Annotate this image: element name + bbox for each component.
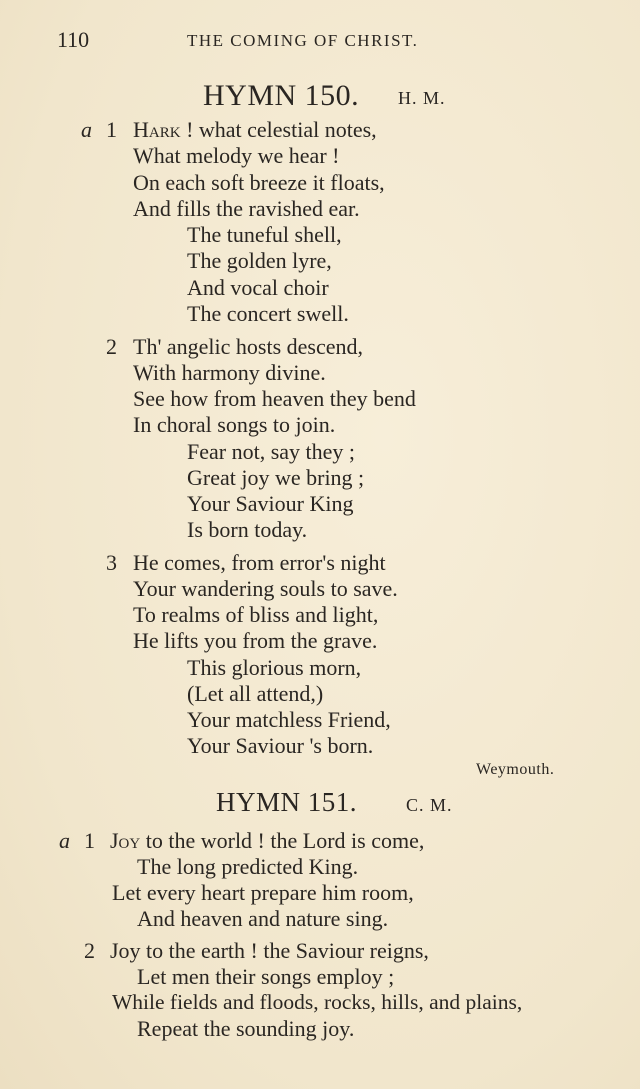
hymn-150-verse-1-line-3: On each soft breeze it floats,: [133, 170, 385, 195]
hymn-150-verse-1-line-5: The tuneful shell,: [187, 222, 342, 247]
hymn-151-verse-1-line-2: The long predicted King.: [137, 854, 359, 879]
hymn-151-title: HYMN 151.: [216, 787, 358, 817]
hymn-150-verse-3-line-8: Your Saviour 's born.: [187, 733, 374, 758]
hymn-150-verse-1-line-6: The golden lyre,: [187, 248, 332, 273]
hymn-151-verse-1-line-1: [110, 828, 424, 854]
hymn-150-verse-2-line-4: In choral songs to join.: [133, 412, 336, 437]
hymn-150-verse-1-line-4: And fills the ravished ear.: [133, 196, 360, 221]
hymn-150-verse-1-line-8: The concert swell.: [187, 301, 349, 326]
first-word-caps: Joy: [110, 828, 141, 853]
hymn-151-verse-2-line-1: Joy to the earth ! the Saviour reigns,: [110, 938, 429, 963]
hymn-151-dynamic-mark: a: [59, 828, 70, 853]
hymn-150-dynamic-mark: a: [81, 117, 92, 142]
hymn-150-verse-3-line-2: Your wandering souls to save.: [133, 576, 398, 601]
hymn-151-verse-2-line-3: While fields and floods, rocks, hills, and plains,: [112, 990, 523, 1014]
hymn-150-verse-3-line-7: Your matchless Friend,: [187, 707, 391, 732]
hymn-150-verse-1-line-2: What melody we hear !: [133, 143, 340, 168]
hymn-150-verse-3-line-5: This glorious morn,: [187, 655, 362, 680]
first-word-caps: Hark: [133, 117, 181, 142]
hymn-150-verse-3-line-6: (Let all attend,): [187, 681, 324, 706]
hymn-150-tune-name: Weymouth.: [476, 761, 555, 778]
line-text: ! what celestial notes,: [180, 117, 377, 142]
hymn-151-verse-2-number: 2: [84, 938, 95, 963]
hymn-150-verse-1-line-1: [133, 117, 377, 143]
hymn-150-verse-1-line-7: And vocal choir: [187, 275, 329, 300]
hymn-151-verse-1-number: 1: [84, 828, 95, 853]
running-title: THE COMING OF CHRIST.: [187, 31, 419, 50]
hymn-151-verse-2-line-2: Let men their songs employ ;: [137, 964, 395, 989]
hymn-150-verse-2-line-2: With harmony divine.: [133, 360, 326, 385]
hymn-151-verse-1-line-4: And heaven and nature sing.: [137, 906, 389, 931]
hymn-150-verse-2-line-3: See how from heaven they bend: [133, 386, 416, 411]
hymn-150-verse-3-line-4: He lifts you from the grave.: [133, 628, 378, 653]
hymn-150-verse-2-line-6: Great joy we bring ;: [187, 465, 365, 490]
hymn-150-verse-3-number: 3: [106, 550, 117, 575]
hymn-151-meter: C. M.: [406, 795, 453, 815]
hymn-150-meter: H. M.: [398, 88, 446, 108]
hymn-150-verse-3-line-3: To realms of bliss and light,: [133, 602, 379, 627]
hymn-151-verse-2-line-4: Repeat the sounding joy.: [137, 1016, 355, 1041]
hymn-150-verse-2-line-1: Th' angelic hosts descend,: [133, 334, 364, 359]
hymn-150-verse-1-number: 1: [106, 117, 117, 142]
hymn-150-verse-2-line-5: Fear not, say they ;: [187, 439, 356, 464]
hymn-150-verse-2-line-7: Your Saviour King: [187, 491, 354, 516]
hymn-150-title: HYMN 150.: [203, 79, 360, 112]
hymn-150-verse-2-line-8: Is born today.: [187, 517, 308, 542]
line-text: to the world ! the Lord is come,: [140, 828, 425, 853]
page-number: 110: [57, 27, 90, 52]
hymn-150-verse-3-line-1: He comes, from error's night: [133, 550, 386, 575]
hymn-151-verse-1-line-3: Let every heart prepare him room,: [112, 880, 414, 905]
hymn-150-verse-2-number: 2: [106, 334, 117, 359]
